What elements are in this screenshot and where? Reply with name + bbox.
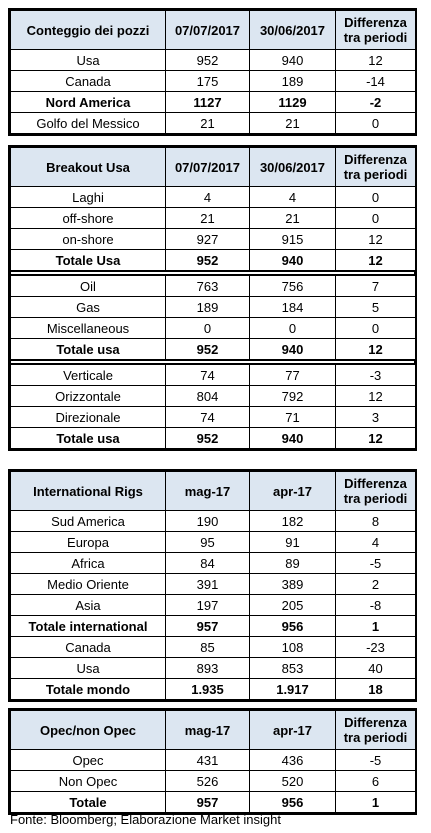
table-opec: [8, 708, 417, 815]
header-cell: apr-17: [250, 472, 336, 511]
header-cell: Conteggio dei pozzi: [11, 11, 166, 50]
cell: 1.917: [250, 679, 336, 700]
cell: 5: [336, 297, 416, 318]
cell: -14: [336, 71, 416, 92]
cell: 853: [250, 658, 336, 679]
cell: Golfo del Messico: [11, 113, 166, 134]
header-cell: mag-17: [166, 711, 250, 750]
cell: 0: [250, 318, 336, 339]
cell: Non Opec: [11, 771, 166, 792]
cell: 0: [336, 187, 416, 208]
cell: 0: [336, 113, 416, 134]
cell: 520: [250, 771, 336, 792]
cell: 756: [250, 276, 336, 297]
table-row: [11, 637, 416, 658]
cell: 0: [166, 318, 250, 339]
cell: 0: [336, 318, 416, 339]
cell: 12: [336, 428, 416, 449]
cell: Totale international: [11, 616, 166, 637]
cell: 85: [166, 637, 250, 658]
cell: 8: [336, 511, 416, 532]
cell: 21: [250, 208, 336, 229]
cell: 89: [250, 553, 336, 574]
table-row: [11, 208, 416, 229]
header-cell: Differenza tra periodi: [336, 148, 416, 187]
cell: Direzionale: [11, 407, 166, 428]
table-row: [11, 532, 416, 553]
cell: 893: [166, 658, 250, 679]
header-cell: Differenza tra periodi: [336, 711, 416, 750]
cell: 40: [336, 658, 416, 679]
cell: 1.935: [166, 679, 250, 700]
table-well-count: [8, 8, 417, 136]
table-row: [11, 276, 416, 297]
cell: 940: [250, 339, 336, 360]
cell: 77: [250, 365, 336, 386]
table-row: [11, 187, 416, 208]
total-row: [11, 92, 416, 113]
table-row: [11, 386, 416, 407]
cell: Nord America: [11, 92, 166, 113]
cell: 108: [250, 637, 336, 658]
cell: 526: [166, 771, 250, 792]
cell: Laghi: [11, 187, 166, 208]
cell: Canada: [11, 637, 166, 658]
cell: 74: [166, 365, 250, 386]
cell: 952: [166, 250, 250, 271]
total-row: [11, 250, 416, 271]
cell: 182: [250, 511, 336, 532]
cell: 4: [336, 532, 416, 553]
table-row: [11, 511, 416, 532]
cell: 12: [336, 50, 416, 71]
cell: Opec: [11, 750, 166, 771]
cell: Totale usa: [11, 339, 166, 360]
cell: Totale mondo: [11, 679, 166, 700]
cell: 21: [250, 113, 336, 134]
cell: 4: [166, 187, 250, 208]
table-row: [11, 113, 416, 134]
total-row: [11, 616, 416, 637]
cell: 952: [166, 428, 250, 449]
table-row: [11, 50, 416, 71]
cell: -23: [336, 637, 416, 658]
cell: 915: [250, 229, 336, 250]
cell: Oil: [11, 276, 166, 297]
cell: Totale: [11, 792, 166, 813]
cell: 71: [250, 407, 336, 428]
cell: 189: [166, 297, 250, 318]
cell: 763: [166, 276, 250, 297]
table-row: [11, 658, 416, 679]
cell: Medio Oriente: [11, 574, 166, 595]
header-cell: International Rigs: [11, 472, 166, 511]
cell: 205: [250, 595, 336, 616]
cell: 21: [166, 113, 250, 134]
cell: 956: [250, 616, 336, 637]
cell: 12: [336, 386, 416, 407]
cell: 957: [166, 792, 250, 813]
total-row: [11, 428, 416, 449]
cell: 95: [166, 532, 250, 553]
cell: 175: [166, 71, 250, 92]
cell: 3: [336, 407, 416, 428]
header-cell: Differenza tra periodi: [336, 11, 416, 50]
cell: 6: [336, 771, 416, 792]
cell: -5: [336, 750, 416, 771]
header-cell: Opec/non Opec: [11, 711, 166, 750]
cell: 4: [250, 187, 336, 208]
cell: -8: [336, 595, 416, 616]
table-row: [11, 553, 416, 574]
cell: Europa: [11, 532, 166, 553]
table-row: [11, 365, 416, 386]
cell: 84: [166, 553, 250, 574]
cell: 389: [250, 574, 336, 595]
table-row: [11, 574, 416, 595]
cell: 197: [166, 595, 250, 616]
table-row: [11, 750, 416, 771]
cell: 956: [250, 792, 336, 813]
table-row: [11, 771, 416, 792]
cell: Usa: [11, 50, 166, 71]
cell: Totale Usa: [11, 250, 166, 271]
cell: 21: [166, 208, 250, 229]
cell: 74: [166, 407, 250, 428]
cell: 7: [336, 276, 416, 297]
cell: -2: [336, 92, 416, 113]
cell: 940: [250, 250, 336, 271]
cell: 189: [250, 71, 336, 92]
cell: 957: [166, 616, 250, 637]
cell: Usa: [11, 658, 166, 679]
table-row: [11, 407, 416, 428]
cell: 1129: [250, 92, 336, 113]
cell: Africa: [11, 553, 166, 574]
cell: 91: [250, 532, 336, 553]
cell: 184: [250, 297, 336, 318]
cell: 952: [166, 339, 250, 360]
cell: Verticale: [11, 365, 166, 386]
cell: Miscellaneous: [11, 318, 166, 339]
total-row: [11, 792, 416, 813]
cell: on-shore: [11, 229, 166, 250]
cell: off-shore: [11, 208, 166, 229]
cell: 0: [336, 208, 416, 229]
cell: 792: [250, 386, 336, 407]
cell: Canada: [11, 71, 166, 92]
cell: -3: [336, 365, 416, 386]
table-international-rigs: [8, 469, 417, 702]
header-cell: apr-17: [250, 711, 336, 750]
cell: Asia: [11, 595, 166, 616]
cell: 18: [336, 679, 416, 700]
cell: 431: [166, 750, 250, 771]
cell: 940: [250, 428, 336, 449]
header-cell: Differenza tra periodi: [336, 472, 416, 511]
header-cell: 07/07/2017: [166, 11, 250, 50]
header-cell: 30/06/2017: [250, 148, 336, 187]
table-row: [11, 229, 416, 250]
cell: 927: [166, 229, 250, 250]
header-cell: 07/07/2017: [166, 148, 250, 187]
cell: 12: [336, 229, 416, 250]
total-row: [11, 339, 416, 360]
cell: Sud America: [11, 511, 166, 532]
total-row: [11, 679, 416, 700]
cell: 952: [166, 50, 250, 71]
cell: 940: [250, 50, 336, 71]
header-cell: Breakout Usa: [11, 148, 166, 187]
header-cell: mag-17: [166, 472, 250, 511]
cell: 12: [336, 339, 416, 360]
table-row: [11, 297, 416, 318]
header-cell: 30/06/2017: [250, 11, 336, 50]
table-row: [11, 595, 416, 616]
table-breakout-usa: [8, 145, 417, 451]
cell: Totale usa: [11, 428, 166, 449]
cell: 1: [336, 792, 416, 813]
cell: 1: [336, 616, 416, 637]
cell: 190: [166, 511, 250, 532]
cell: Gas: [11, 297, 166, 318]
cell: 2: [336, 574, 416, 595]
cell: 391: [166, 574, 250, 595]
cell: 1127: [166, 92, 250, 113]
source-footnote: Fonte: Bloomberg; Elaborazione Market insight: [10, 812, 281, 827]
cell: 436: [250, 750, 336, 771]
table-row: [11, 318, 416, 339]
cell: 804: [166, 386, 250, 407]
table-row: [11, 71, 416, 92]
cell: -5: [336, 553, 416, 574]
cell: Orizzontale: [11, 386, 166, 407]
cell: 12: [336, 250, 416, 271]
